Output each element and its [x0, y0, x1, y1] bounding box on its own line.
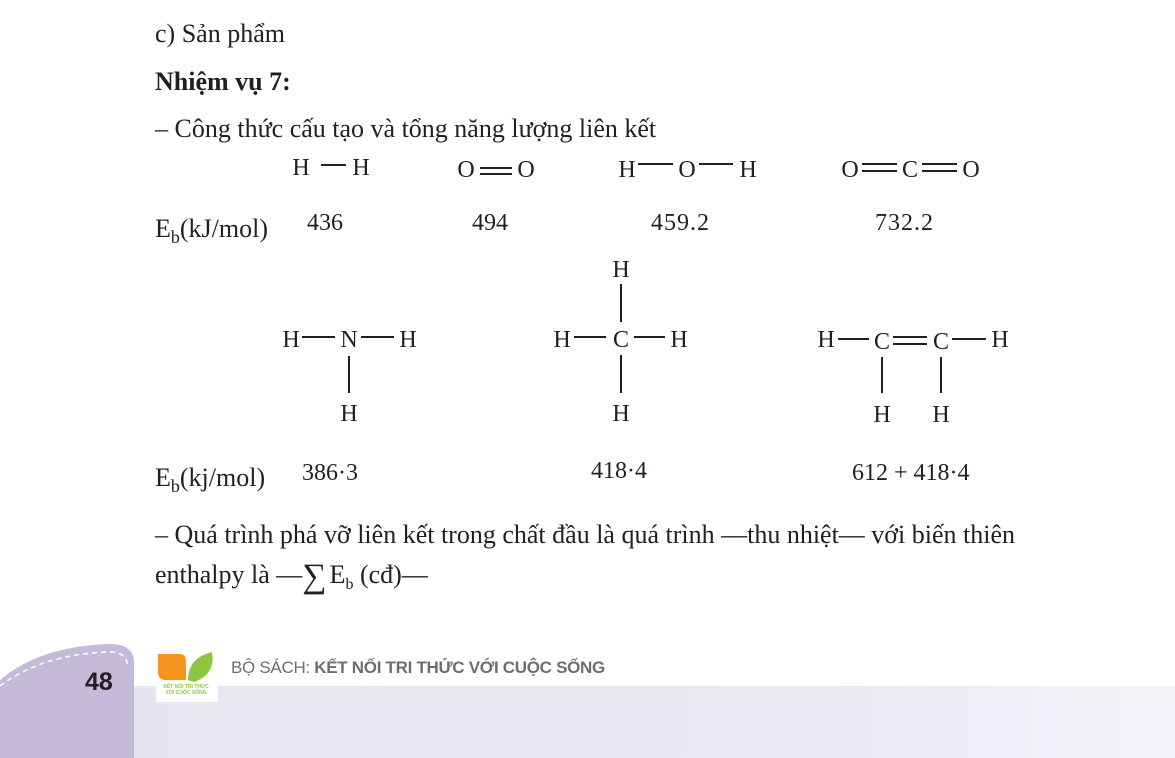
- series-title: [231, 658, 605, 678]
- ch4-left-h: H: [553, 327, 571, 353]
- c2h4-bottom2-h: H: [932, 402, 950, 428]
- h2-atom-a: H: [292, 155, 310, 181]
- ch4-bottom-h: H: [612, 401, 630, 427]
- value-nh3: 386·3: [302, 460, 358, 486]
- series-prefix: BỘ SÁCH:: [231, 658, 315, 677]
- o2-atom-a: O: [457, 157, 475, 183]
- c2h4-left-h: H: [817, 327, 835, 353]
- logo-line1: KẾT NỐI TRI THỨC: [163, 684, 209, 690]
- o2-atom-b: O: [517, 157, 535, 183]
- series-name: KẾT NỐI TRI THỨC VỚI CUỘC SỐNG: [314, 658, 605, 677]
- h2-atom-b: H: [352, 155, 370, 181]
- h2o-atom-b: O: [678, 157, 696, 183]
- value-c2h4: 612 + 418·4: [852, 460, 970, 486]
- page-tab-shape: [0, 640, 140, 758]
- ch4-right-h: H: [670, 327, 688, 353]
- eb-label-unit-2: (kj/mol): [179, 463, 266, 492]
- value-h2o: 459.2: [651, 210, 710, 236]
- conclusion-line1: – Quá trình phá vỡ liên kết trong chất đầu là quá trình —thu nhiệt— với biến thiên: [155, 520, 1016, 549]
- intro-line: – Công thức cấu tạo và tổng năng lượng liên kết: [155, 114, 657, 143]
- logo-caption: [157, 684, 215, 696]
- value-o2: 494: [472, 210, 508, 236]
- sum-symbol: ∑: [302, 558, 327, 595]
- c2h4-right-h: H: [991, 327, 1009, 353]
- nh3-center-n: N: [340, 327, 358, 353]
- h2o-atom-c: H: [739, 157, 757, 183]
- h2o-atom-a: H: [618, 157, 636, 183]
- c2h4-bottom1-h: H: [873, 402, 891, 428]
- ch4-top-h: H: [612, 257, 630, 283]
- eb-label-kj-lower: [155, 463, 265, 497]
- eb-label-main-2: E: [155, 463, 171, 492]
- co2-atom-c: O: [962, 157, 980, 183]
- ch4-center-c: C: [612, 327, 629, 353]
- section-heading: c) Sản phẩm: [155, 19, 285, 48]
- logo-line2: VỚI CUỘC SỐNG: [165, 690, 207, 696]
- eb-label-unit: (kJ/mol): [179, 214, 268, 243]
- conclusion-line2: [155, 558, 428, 596]
- task-title: Nhiệm vụ 7:: [155, 67, 291, 96]
- c2h4-c1: C: [873, 329, 890, 355]
- nh3-bottom-h: H: [340, 401, 358, 427]
- co2-atom-a: O: [841, 157, 859, 183]
- value-co2: 732.2: [875, 210, 934, 236]
- nh3-right-h: H: [399, 327, 417, 353]
- co2-atom-b: C: [901, 157, 918, 183]
- page-number: 48: [85, 668, 113, 696]
- eb-label-sub-2: b: [170, 476, 180, 497]
- value-ch4: 418·4: [591, 458, 647, 484]
- conclusion-suffix: (cđ)—: [353, 560, 428, 589]
- eb-label-kj: [155, 214, 268, 248]
- conclusion-e: E: [329, 560, 346, 589]
- conclusion-prefix: enthalpy là —: [155, 560, 303, 589]
- c2h4-c2: C: [932, 329, 949, 355]
- nh3-left-h: H: [282, 327, 300, 353]
- value-h2: 436: [307, 210, 343, 236]
- conclusion-e-sub: b: [345, 576, 354, 594]
- eb-label-main: E: [155, 214, 171, 243]
- eb-label-sub: b: [170, 227, 180, 248]
